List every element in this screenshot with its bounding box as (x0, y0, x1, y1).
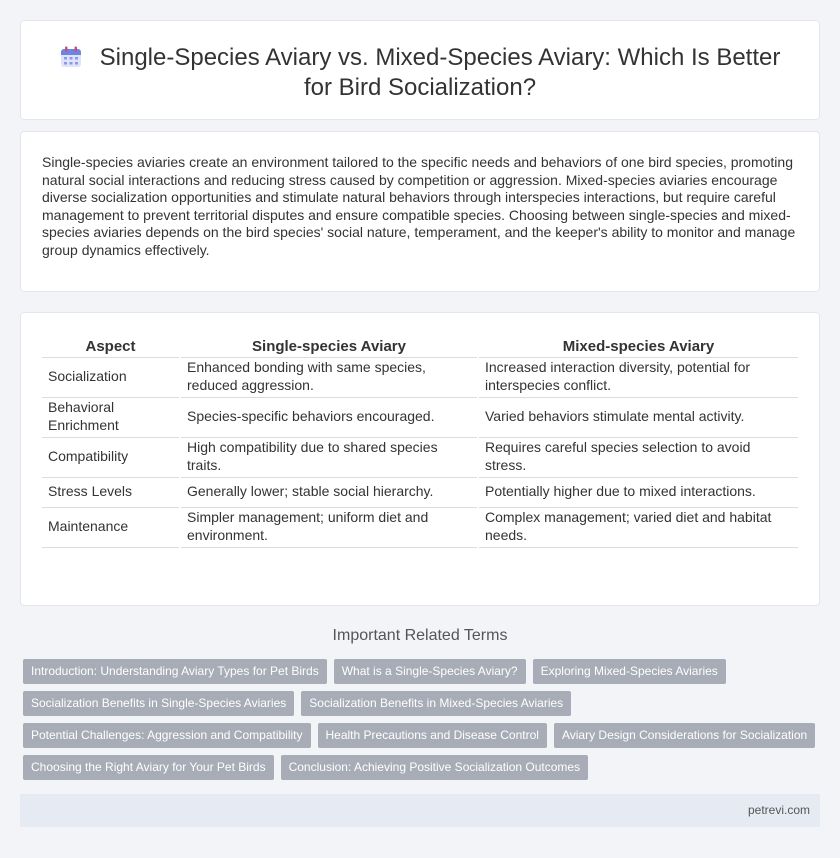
single-species-cell: High compatibility due to shared species traits. (180, 437, 478, 477)
comparison-table (42, 333, 798, 548)
header-card (20, 20, 820, 120)
footer (20, 794, 820, 827)
single-species-cell: Simpler management; uniform diet and environment. (180, 507, 478, 547)
intro-paragraph: Single-species aviaries create an environment tailored to the specific needs and behaviors of one bird species, promoting natural social interactions and reducing stress caused by competition or aggression. Mixed-species aviaries encourage diverse socialization opportunities and stimulate natural behaviors through interspecies interactions, but require careful management to prevent territorial disputes and ensure compatible species. Choosing between single-species and mixed-species aviaries depends on the bird species' social nature, temperament, and the keeper's ability to monitor and manage group dynamics effectively. (42, 154, 796, 258)
aspect-cell: Stress Levels (42, 477, 180, 507)
header-aspect: Aspect (42, 333, 180, 357)
related-term-tag[interactable]: Choosing the Right Aviary for Your Pet Birds (23, 755, 274, 780)
related-terms-title: Important Related Terms (332, 627, 508, 644)
table-row (42, 357, 798, 397)
single-species-cell: Enhanced bonding with same species, reduced aggression. (180, 357, 478, 397)
header-mixed-species: Mixed-species Aviary (478, 333, 798, 357)
aspect-cell: Maintenance (42, 507, 180, 547)
header-single-species: Single-species Aviary (180, 333, 478, 357)
table-header-row (42, 333, 798, 357)
related-terms-list (23, 659, 823, 787)
aspect-cell: Compatibility (42, 437, 180, 477)
footer-site-link[interactable]: petrevi.com (747, 803, 810, 817)
page-title: Single-Species Aviary vs. Mixed-Species Aviary: Which Is Better for Bird Socialization? (99, 44, 781, 101)
mixed-species-cell: Varied behaviors stimulate mental activity. (478, 397, 798, 437)
related-term-tag[interactable]: Aviary Design Considerations for Socialization (554, 723, 815, 748)
related-term-tag[interactable]: What is a Single-Species Aviary? (334, 659, 526, 684)
aspect-cell: Socialization (42, 357, 180, 397)
single-species-cell: Generally lower; stable social hierarchy. (180, 477, 478, 507)
comparison-card (20, 312, 820, 606)
related-term-tag[interactable]: Exploring Mixed-Species Aviaries (533, 659, 726, 684)
related-term-tag[interactable]: Conclusion: Achieving Positive Socialization Outcomes (281, 755, 588, 780)
mixed-species-cell: Potentially higher due to mixed interactions. (478, 477, 798, 507)
related-term-tag[interactable]: Health Precautions and Disease Control (318, 723, 547, 748)
table-row (42, 437, 798, 477)
calendar-icon (60, 46, 82, 68)
intro-card (20, 131, 820, 292)
aspect-cell: Behavioral Enrichment (42, 397, 180, 437)
page-title-wrap (21, 43, 819, 103)
single-species-cell: Species-specific behaviors encouraged. (180, 397, 478, 437)
related-term-tag[interactable]: Socialization Benefits in Single-Species Aviaries (23, 691, 294, 716)
mixed-species-cell: Requires careful species selection to avoid stress. (478, 437, 798, 477)
table-row (42, 397, 798, 437)
table-row (42, 477, 798, 507)
related-term-tag[interactable]: Potential Challenges: Aggression and Compatibility (23, 723, 311, 748)
mixed-species-cell: Complex management; varied diet and habitat needs. (478, 507, 798, 547)
related-term-tag[interactable]: Introduction: Understanding Aviary Types for Pet Birds (23, 659, 327, 684)
related-term-tag[interactable]: Socialization Benefits in Mixed-Species Aviaries (301, 691, 571, 716)
table-row (42, 507, 798, 547)
mixed-species-cell: Increased interaction diversity, potential for interspecies conflict. (478, 357, 798, 397)
